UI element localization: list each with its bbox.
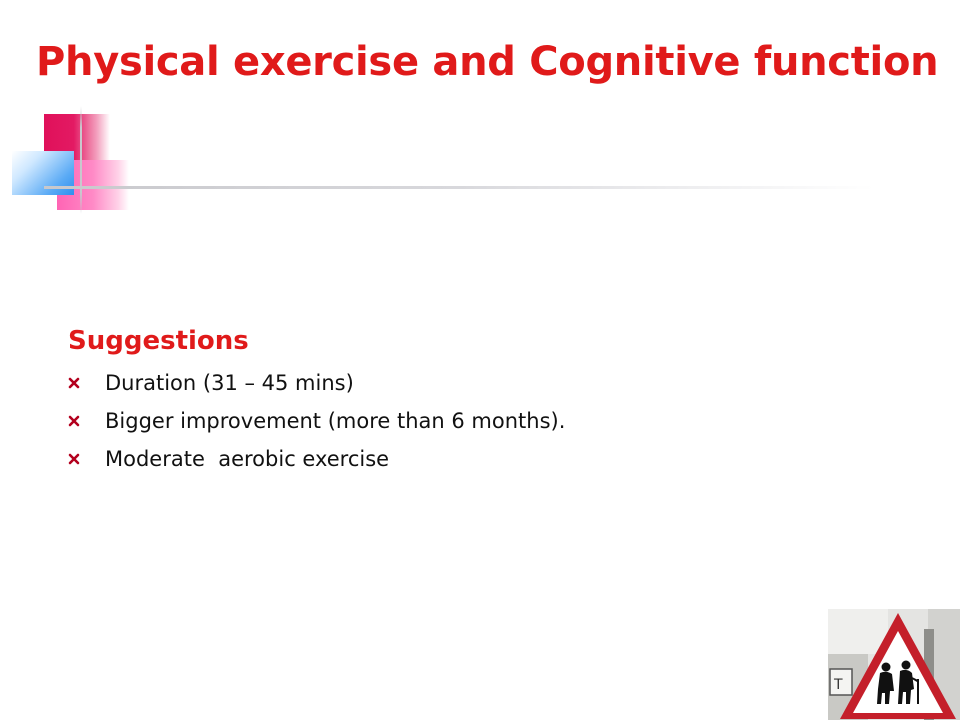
bullet-list [68, 366, 566, 480]
cross-bullet-icon [68, 376, 80, 390]
svg-text:T: T [834, 677, 843, 693]
bullet-item [68, 442, 390, 480]
elderly-people-warning-sign-icon [828, 609, 960, 720]
bullet-text: Bigger improvement (more than 6 months). [105, 409, 566, 433]
slide-title: Physical exercise and Cognitive function [36, 39, 939, 85]
section-heading: Suggestions [68, 326, 249, 356]
cross-bullet-icon [68, 414, 80, 428]
title-divider-line [44, 186, 874, 189]
cross-bullet-icon [68, 452, 80, 466]
bullet-item [68, 404, 566, 442]
bullet-item [68, 366, 354, 404]
elderly-warning-sign-photo [828, 609, 960, 720]
bullet-text: Duration (31 – 45 mins) [105, 371, 354, 395]
decor-vertical-line [80, 106, 82, 214]
bullet-text: Moderate aerobic exercise [105, 447, 390, 471]
